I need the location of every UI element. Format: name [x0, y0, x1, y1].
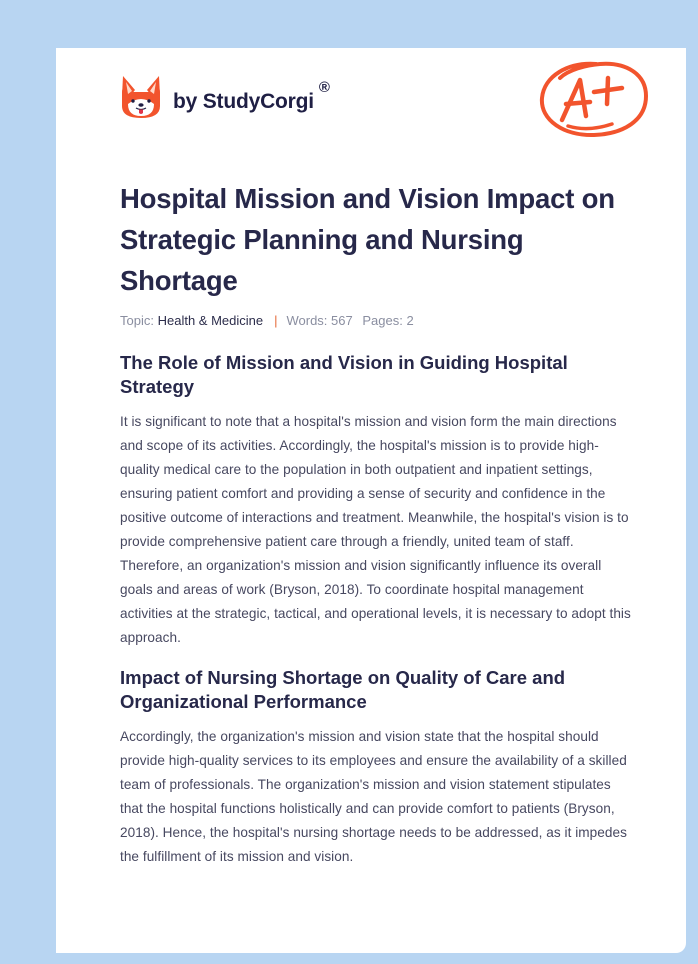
words-label: Words: [286, 313, 328, 328]
logo-text: by StudyCorgi [173, 90, 314, 113]
studycorgi-logo[interactable] [120, 74, 330, 120]
section-nursing-shortage-impact [120, 666, 635, 869]
corgi-face-icon [120, 74, 162, 120]
a-plus-circled-icon [538, 58, 650, 140]
document-meta [120, 312, 635, 330]
section-paragraph: It is significant to note that a hospital's mission and vision form the main directions and scope of its activities. Accordingly, the hospital's mission is to provide high-quality medical care to the population in both outpatient and inpatient settings, ensuring patient comfort and providing a sense of security and confidence in the positive outcome of interactions and treatment. Meanwhile, the hospital's vision is to provide comprehensive patient care through a friendly, united team of staff. Therefore, an organization's mission and vision significantly influence its overall goals and areas of work (Bryson, 2018). To coordinate hospital management activities at the strategic, tactical, and operational levels, it is necessary to adopt this approach. [120, 414, 631, 645]
pages-count: 2 [406, 313, 414, 328]
document-card [56, 48, 686, 953]
document-title: Hospital Mission and Vision Impact on Strategic Planning and Nursing Shortage [120, 183, 615, 296]
topic-label: Topic: [120, 313, 154, 328]
document-header [56, 48, 686, 178]
section-mission-vision-role [120, 351, 635, 650]
pages-label: Pages: [362, 313, 403, 328]
words-count: 567 [331, 313, 353, 328]
section-paragraph: Accordingly, the organization's mission and vision state that the hospital should provide high-quality services to its employees and ensure the availability of a skilled team of professionals. The organization's mission and vision statement stipulates that the hospital functions holistically and can provide comfort to patients (Bryson, 2018). Hence, the hospital's nursing shortage needs to be addressed, as it impedes the fulfillment of its mission and vision. [120, 729, 627, 864]
section-heading: The Role of Mission and Vision in Guiding Hospital Strategy [120, 352, 568, 397]
document-content [120, 178, 635, 869]
topic-link[interactable]: Health & Medicine [157, 313, 264, 328]
registered-mark: ® [318, 78, 330, 96]
meta-separator: | [274, 313, 278, 328]
section-heading: Impact of Nursing Shortage on Quality of Care and Organizational Performance [120, 667, 566, 712]
